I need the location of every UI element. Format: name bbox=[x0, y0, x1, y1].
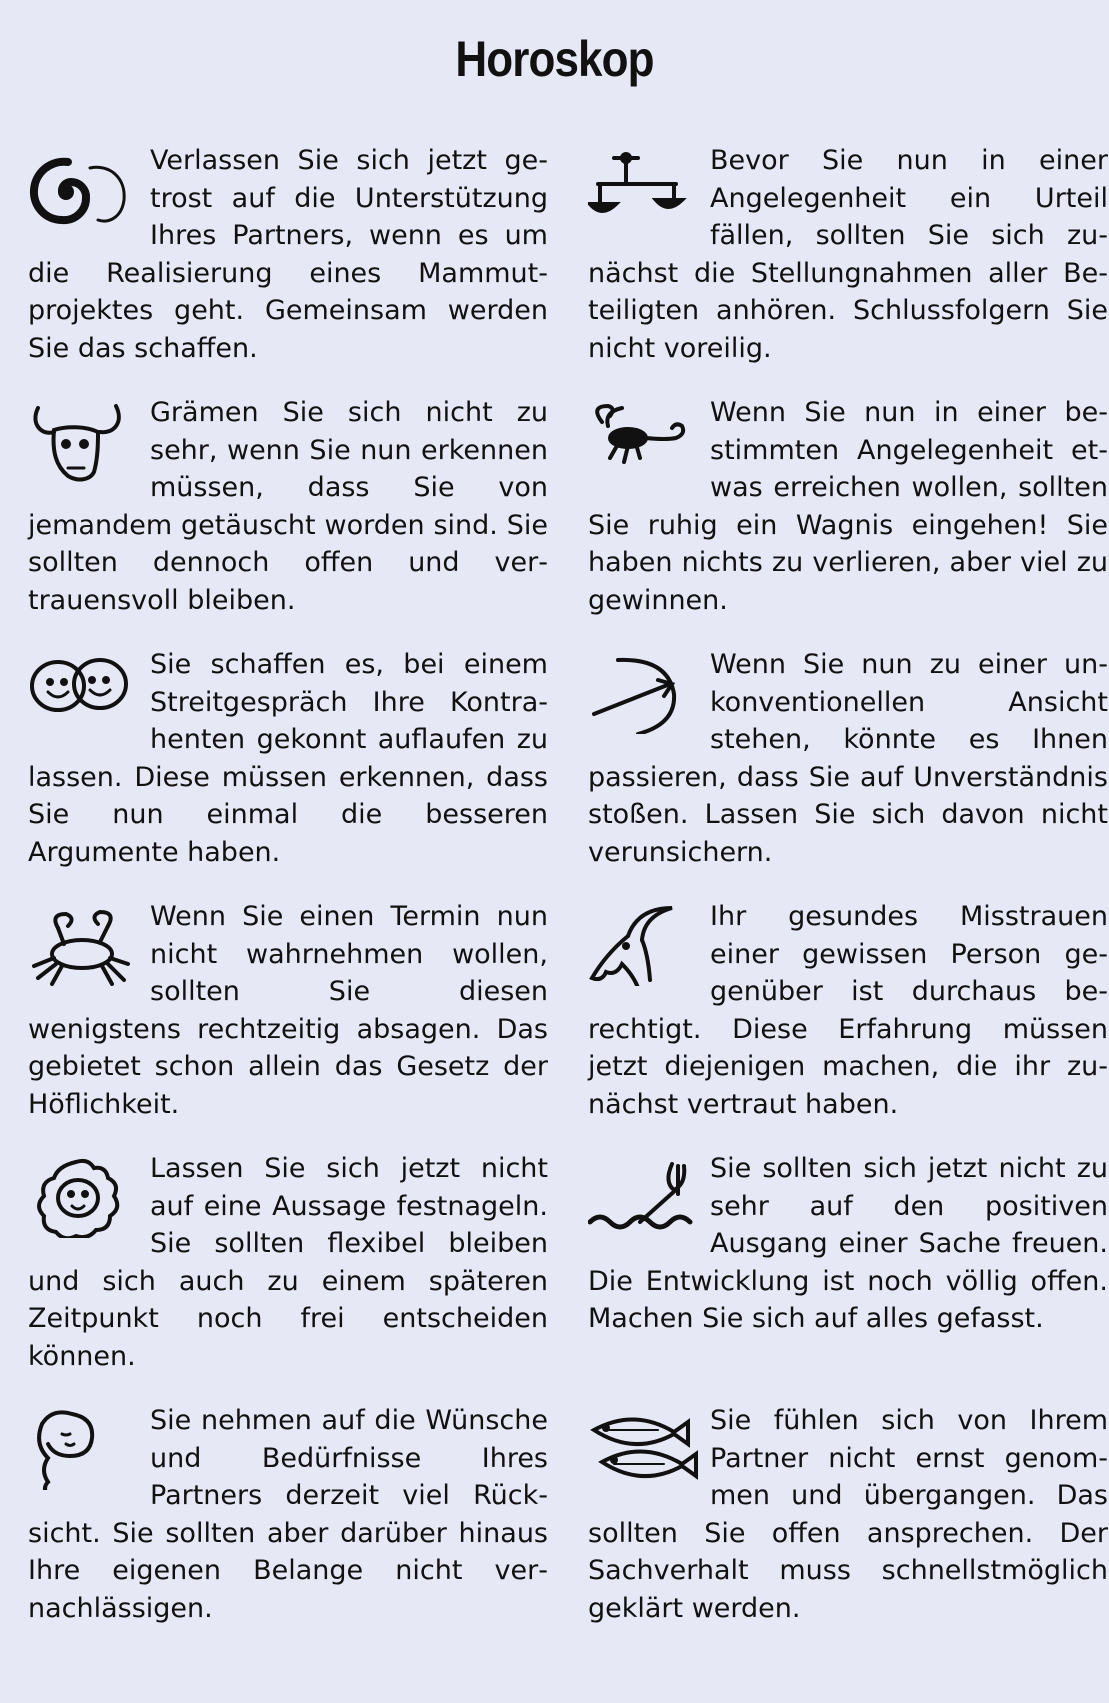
taurus-bull-icon bbox=[28, 402, 138, 482]
virgo-maiden-icon bbox=[28, 1410, 138, 1490]
leo-lion-icon bbox=[28, 1158, 138, 1238]
gemini-twins-icon bbox=[28, 654, 138, 734]
horoscope-text: Verlassen Sie sich jetzt getrost auf die Unterstützung Ihres Partners, wenn es um die Realisierung eines Mammutprojektes geht. Gemeinsam werden Sie das schaffen. bbox=[28, 145, 548, 364]
horoscope-text: Bevor Sie nun in einer Angelegenheit ein Urteil fällen, sollten Sie sich zunächst die Stellungnahmen aller Beteiligten anhören. Schlussfolgern Sie nicht voreilig. bbox=[588, 145, 1108, 364]
horoscope-text: Sie sollten sich jetzt nicht zu sehr auf den positiven Ausgang einer Sache freuen. Die Entwicklung ist noch völlig offen. Machen Sie sich auf alles gefasst. bbox=[588, 1153, 1108, 1334]
horoscope-entry-aquarius bbox=[588, 1150, 1108, 1402]
horoscope-entry-capricorn bbox=[588, 898, 1108, 1150]
scorpio-scorpion-icon bbox=[588, 402, 698, 482]
horoscope-text: Wenn Sie nun in einer bestimmten Angelegenheit etwas erreichen wollen, sollten Sie ruhig ein Wagnis eingehen! Sie haben nichts zu verlieren, aber viel zu gewinnen. bbox=[588, 397, 1108, 616]
right-column bbox=[588, 142, 1108, 1654]
horoscope-text: Wenn Sie nun zu einer unkonventionellen Ansicht stehen, könnte es Ihnen passieren, dass Sie auf Unverständnis stoßen. Lassen Sie sich davon nicht verunsichern. bbox=[588, 649, 1108, 868]
horoscope-text: Ihr gesundes Misstrauen einer gewissen Person gegenüber ist durchaus berechtigt. Diese Erfahrung müssen jetzt diejenigen machen, die ihr zunächst vertraut haben. bbox=[588, 901, 1108, 1120]
horoscope-entry-taurus bbox=[28, 394, 548, 646]
horoscope-text: Sie nehmen auf die Wünsche und Bedürfnisse Ihres Partners derzeit viel Rücksicht. Sie sollten aber darüber hinaus Ihre eigenen Belange nicht vernachlässigen. bbox=[28, 1405, 548, 1624]
horoscope-entry-leo bbox=[28, 1150, 548, 1402]
horoscope-entry-pisces bbox=[588, 1402, 1108, 1654]
sagittarius-bow-icon bbox=[588, 654, 698, 734]
horoscope-text: Sie fühlen sich von Ihrem Partner nicht ernst genommen und übergangen. Das sollten Sie offen ansprechen. Der Sachverhalt muss schnellstmöglich geklärt werden. bbox=[588, 1405, 1108, 1624]
horoscope-text: Wenn Sie einen Termin nun nicht wahrnehmen wollen, sollten Sie diesen wenigstens rechtzeitig absagen. Das gebietet schon allein das Gesetz der Höflichkeit. bbox=[28, 901, 548, 1120]
cancer-crab-icon bbox=[28, 906, 138, 986]
horoscope-entry-virgo bbox=[28, 1402, 548, 1654]
capricorn-ibex-icon bbox=[588, 906, 698, 986]
aquarius-trident-icon bbox=[588, 1158, 698, 1238]
horoscope-entry-scorpio bbox=[588, 394, 1108, 646]
horoscope-text: Grämen Sie sich nicht zu sehr, wenn Sie nun erkennen müssen, dass Sie von jemandem getäuscht worden sind. Sie sollten dennoch offen und vertrauensvoll bleiben. bbox=[28, 397, 548, 616]
horoscope-entry-gemini bbox=[28, 646, 548, 898]
horoscope-entry-libra bbox=[588, 142, 1108, 394]
horoscope-text: Lassen Sie sich jetzt nicht auf eine Aussage festnageln. Sie sollten flexibel bleiben und sich auch zu einem späteren Zeitpunkt noch frei entscheiden können. bbox=[28, 1153, 548, 1372]
libra-scales-icon bbox=[588, 150, 698, 230]
left-column bbox=[28, 142, 548, 1654]
horoscope-entry-cancer bbox=[28, 898, 548, 1150]
pisces-fish-icon bbox=[588, 1410, 698, 1490]
page-title: Horoskop bbox=[455, 31, 654, 87]
horoscope-entry-aries bbox=[28, 142, 548, 394]
aries-ram-icon bbox=[28, 150, 138, 230]
horoscope-entry-sagittarius bbox=[588, 646, 1108, 898]
horoscope-text: Sie schaffen es, bei einem Streitgespräch Ihre Kontrahenten gekonnt auflaufen zu lassen. Diese müssen erkennen, dass Sie nun einmal die besseren Argumente haben. bbox=[28, 649, 548, 868]
